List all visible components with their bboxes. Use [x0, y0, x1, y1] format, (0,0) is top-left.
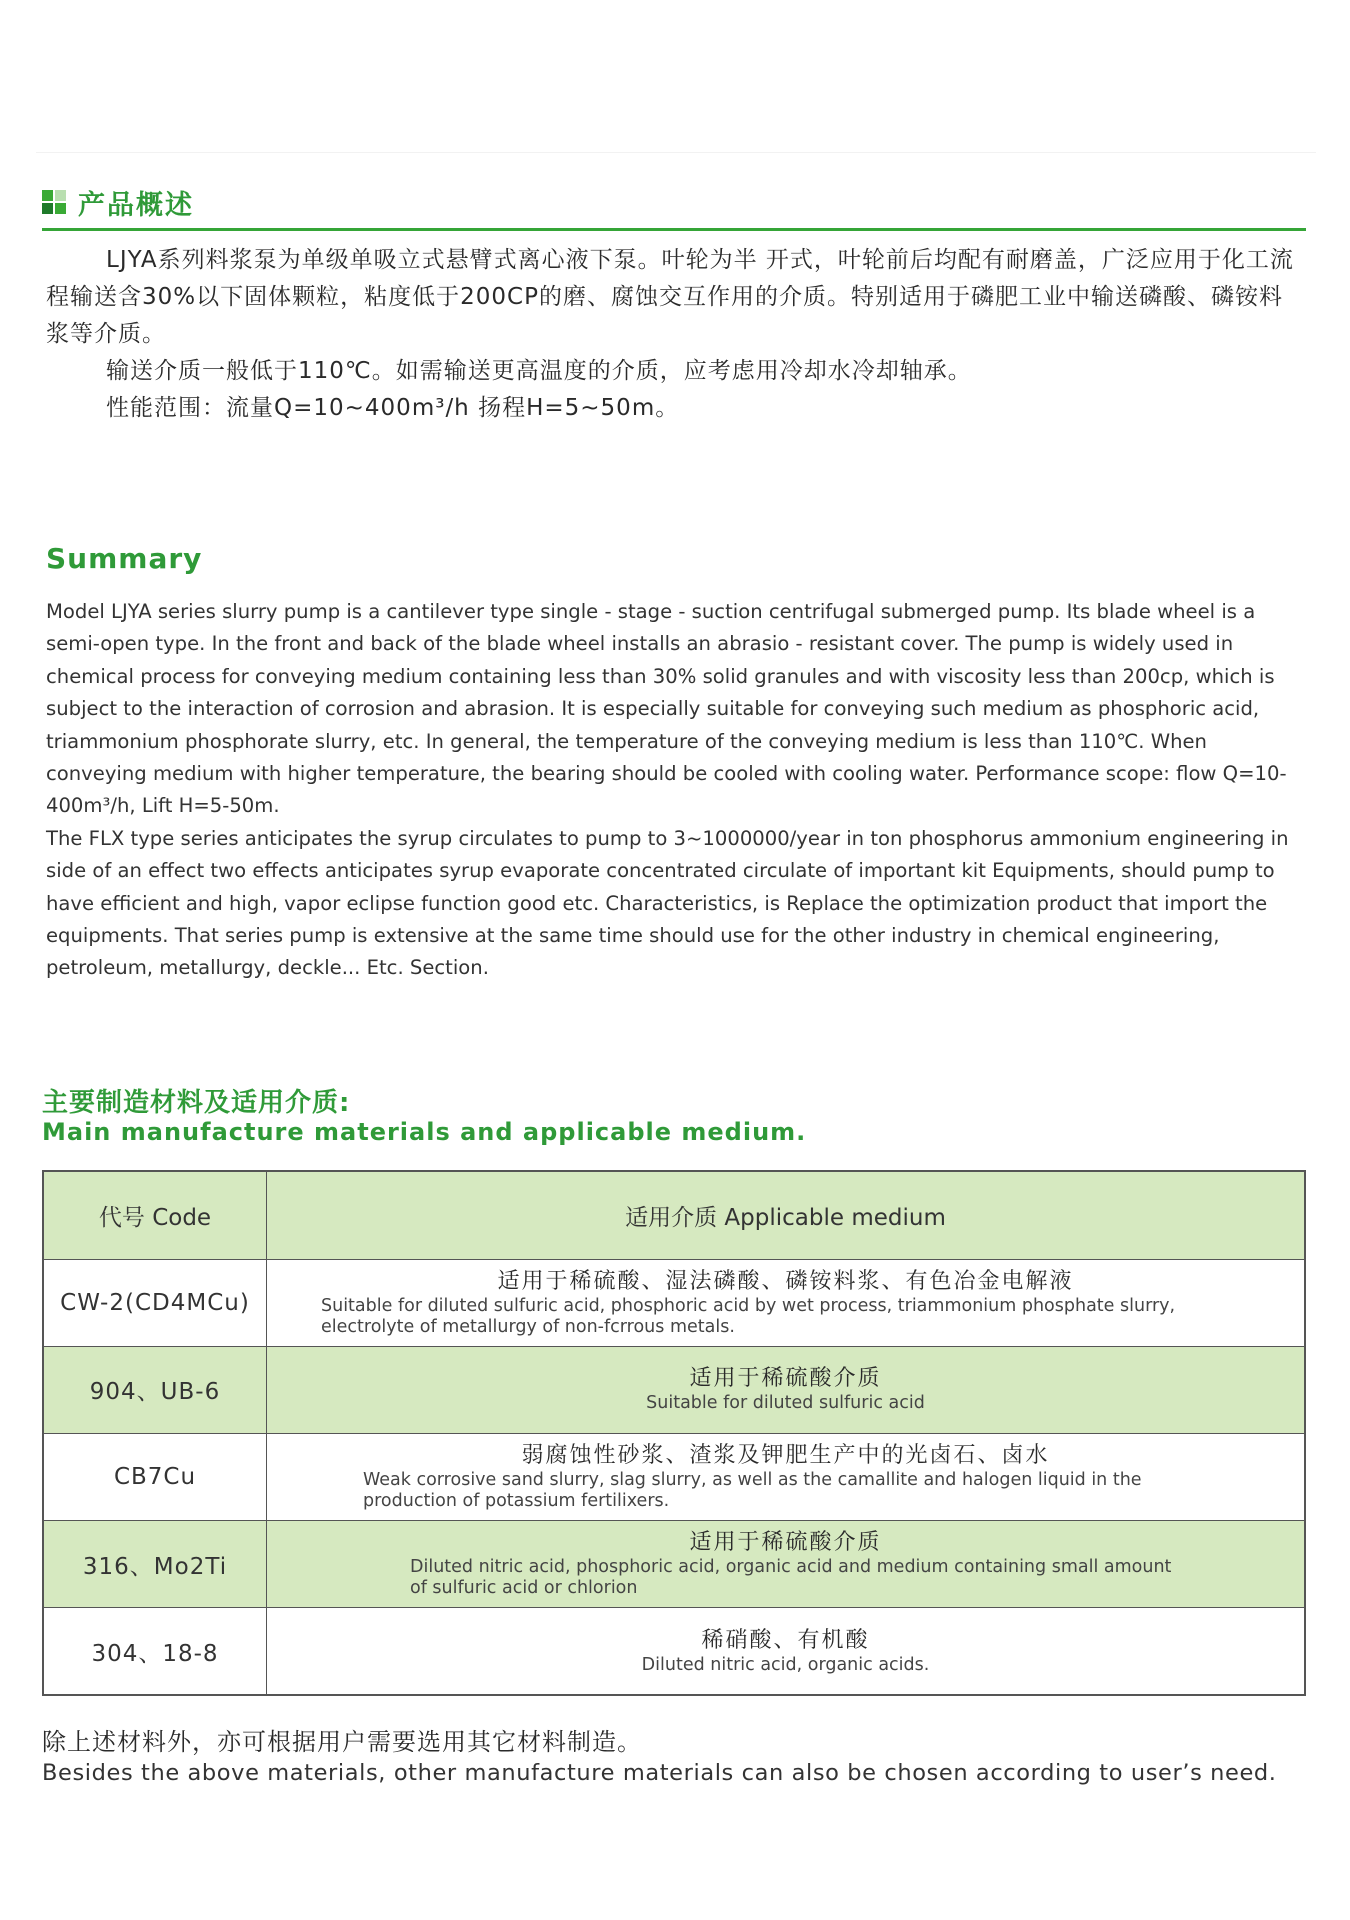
table-row	[43, 1346, 1305, 1433]
code-cell: CW-2(CD4MCu)	[43, 1259, 267, 1346]
top-divider	[36, 152, 1316, 153]
table-header-row	[43, 1171, 1305, 1259]
square-block-icon	[42, 190, 66, 214]
overview-paragraph: 性能范围：流量Q=10~400m³/h 扬程H=5~50m。	[106, 395, 680, 421]
code-cell: 904、UB-6	[43, 1346, 267, 1433]
code-cell: 316、Mo2Ti	[43, 1521, 267, 1608]
code-cell: 304、18-8	[43, 1608, 267, 1695]
overview-paragraph: 输送介质一般低于110℃。如需输送更高温度的介质，应考虑用冷却水冷却轴承。	[106, 358, 972, 384]
medium-cn: 适用于稀硫酸介质	[689, 1530, 882, 1556]
medium-en: Diluted nitric acid, organic acids.	[641, 1654, 930, 1675]
medium-cell	[267, 1346, 1306, 1433]
medium-cell	[267, 1259, 1306, 1346]
medium-cn: 弱腐蚀性砂浆、渣浆及钾肥生产中的光卤石、卤水	[521, 1443, 1050, 1469]
table-row	[43, 1259, 1305, 1346]
header-medium: 适用介质 Applicable medium	[267, 1171, 1306, 1259]
header-code: 代号 Code	[43, 1171, 267, 1259]
materials-title-cn: 主要制造材料及适用介质:	[42, 1088, 351, 1118]
overview-header	[42, 182, 194, 222]
medium-cn: 适用于稀硫酸、湿法磷酸、磷铵料浆、有色冶金电解液	[497, 1268, 1074, 1294]
footer-note-en: Besides the above materials, other manufacture materials can also be chosen according to user’s need.	[42, 1760, 1277, 1786]
medium-cell	[267, 1521, 1306, 1608]
materials-title-en: Main manufacture materials and applicable medium.	[42, 1118, 807, 1146]
summary-title: Summary	[46, 542, 203, 575]
medium-cn: 适用于稀硫酸介质	[689, 1366, 882, 1392]
materials-table	[42, 1170, 1306, 1696]
table-row	[43, 1433, 1305, 1520]
overview-paragraph: LJYA系列料浆泵为单级单吸立式悬臂式离心液下泵。叶轮为半 开式，叶轮前后均配有耐磨盖，广泛应用于化工流程输送含30%以下固体颗粒，粘度低于200CP的磨、腐蚀交互作用的介质。特别适用于磷肥工业中输送磷酸、磷铵料浆等介质。	[46, 247, 1294, 347]
medium-en: Suitable for diluted sulfuric acid	[646, 1393, 925, 1414]
medium-cell	[267, 1608, 1306, 1695]
medium-cell	[267, 1433, 1306, 1520]
code-cell: CB7Cu	[43, 1433, 267, 1520]
table-row	[43, 1521, 1305, 1608]
summary-paragraph: The FLX type series anticipates the syrup circulates to pump to 3~1000000/year in ton phosphorus ammonium engineering in side of an effect two effects anticipates syrup evaporate concentrated circulate of important kit Equipments, should pump to have efficient and high, vapor eclipse function good etc. Characteristics, is Replace the optimization product that import the equipments. That series pump is extensive at the same time should use for the other industry in chemical engineering, petroleum, metallurgy, deckle... Etc. Section.	[46, 826, 1289, 980]
medium-en: Diluted nitric acid, phosphoric acid, organic acid and medium containing small amount of sulfuric acid or chlorion	[410, 1557, 1172, 1599]
summary-text	[46, 596, 1306, 985]
footer-note-cn: 除上述材料外，亦可根据用户需要选用其它材料制造。	[42, 1728, 642, 1756]
overview-heading: 产品概述	[78, 189, 194, 221]
overview-text	[46, 242, 1306, 427]
summary-paragraph: Model LJYA series slurry pump is a cantilever type single - stage - suction centrifugal submerged pump. Its blade wheel is a semi-open type. In the front and back of the blade wheel installs an abrasio - resistant cover. The pump is widely used in chemical process for conveying medium containing less than 30% solid granules and with viscosity less than 200cp, which is subject to the interaction of corrosion and abrasion. It is especially suitable for conveying such medium as phosphoric acid, triammonium phosphorate slurry, etc. In general, the temperature of the conveying medium is less than 110℃. When conveying medium with higher temperature, the bearing should be cooled with cooling water. Performance scope: flow Q=10-400m³/h, Lift H=5-50m.	[46, 600, 1287, 818]
medium-cn: 稀硝酸、有机酸	[701, 1627, 870, 1653]
medium-en: Weak corrosive sand slurry, slag slurry, as well as the camallite and halogen liquid in the production of potassium fertilixers.	[363, 1470, 1142, 1512]
overview-rule	[42, 228, 1306, 231]
medium-en: Suitable for diluted sulfuric acid, phosphoric acid by wet process, triammonium phosphate slurry, electrolyte of metallurgy of non-fcrrous metals.	[321, 1295, 1176, 1337]
table-row	[43, 1608, 1305, 1695]
